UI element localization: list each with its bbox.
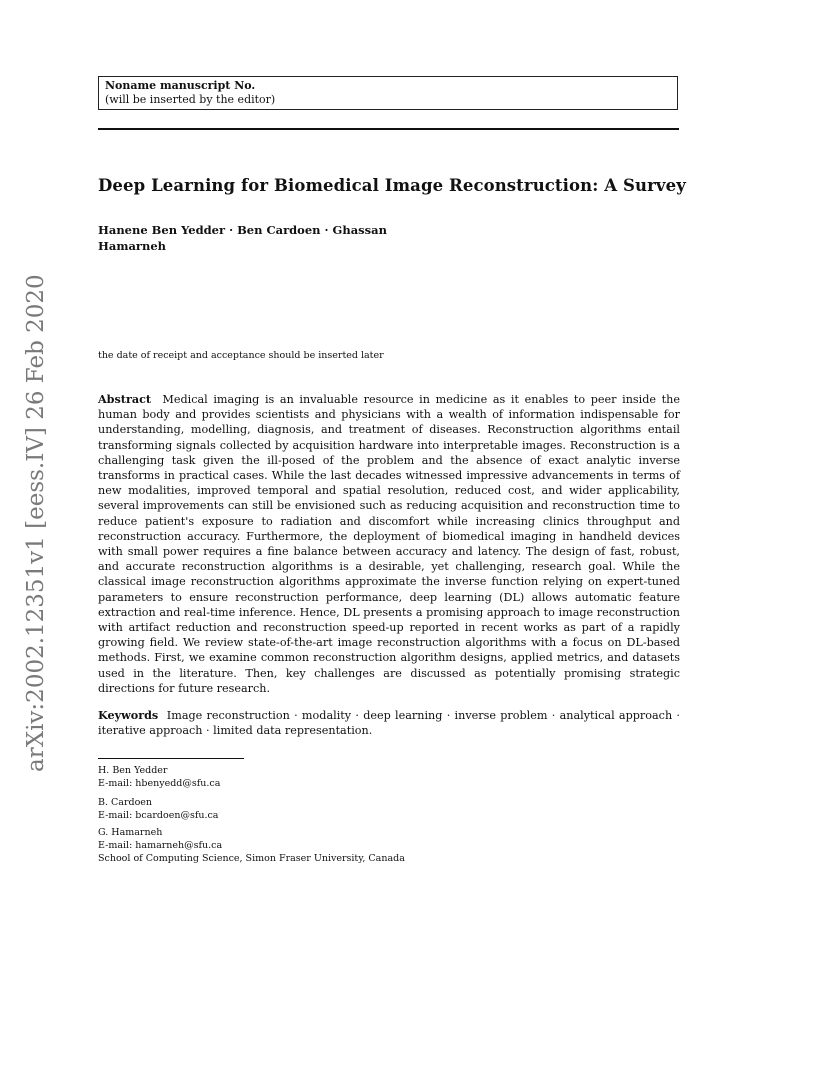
manuscript-number: Noname manuscript No. bbox=[105, 79, 256, 92]
manuscript-header-box bbox=[98, 76, 678, 110]
affiliation-email[interactable]: E-mail: bcardoen@sfu.ca bbox=[98, 810, 219, 821]
affiliation-1 bbox=[98, 764, 220, 790]
abstract-text: Medical imaging is an invaluable resource in medicine as it enables to peer inside the human body and provides scientists and physicians with a wealth of information indispensable for understanding, modelling, diagnosis, and treatment of diseases. Reconstruction algorithms entail transforming signals collected by acquisition hardware into interpretable images. Reconstruction is a challenging task given the ill-posed of the problem and the absence of exact analytic inverse transforms in practical cases. While the last decades witnessed impressive advancements in terms of new modalities, improved temporal and spatial resolution, reduced cost, and wider applicability, several improvements can still be envisioned such as reducing acquisition and reconstruction time to reduce patient's exposure to radiation and discomfort while increasing clinics throughput and reconstruction accuracy. Furthermore, the deployment of biomedical imaging in handheld devices with small power requires a fine balance between accuracy and latency. The design of fast, robust, and accurate reconstruction algorithms is a desirable, yet challenging, research goal. While the classical image reconstruction algorithms approximate the inverse function relying on expert-tuned parameters to ensure reconstruction performance, deep learning (DL) allows automatic feature extraction and real-time inference. Hence, DL presents a promising approach to image reconstruction with artifact reduction and reconstruction speed-up reported in recent works as part of a rapidly growing field. We review state-of-the-art image reconstruction algorithms with a focus on DL-based methods. First, we examine common reconstruction algorithm designs, applied metrics, and datasets used in the literature. Then, key challenges are discussed as potentially promising strategic directions for future research. bbox=[98, 393, 680, 695]
affiliation-3 bbox=[98, 826, 405, 865]
author-line-2: Hamarneh bbox=[98, 239, 167, 253]
abstract-heading: Abstract bbox=[98, 392, 152, 406]
affiliation-2 bbox=[98, 796, 218, 822]
affiliation-name: G. Hamarneh bbox=[98, 827, 163, 838]
author-line-1: Hanene Ben Yedder · Ben Cardoen · Ghassan bbox=[98, 223, 387, 237]
keywords-heading: Keywords bbox=[98, 708, 159, 722]
abstract bbox=[98, 392, 680, 696]
author-list bbox=[98, 222, 438, 254]
affiliation-email[interactable]: E-mail: hamarneh@sfu.ca bbox=[98, 840, 223, 851]
arxiv-identifier[interactable]: arXiv:2002.12351v1 [eess.IV] 26 Feb 2020 bbox=[23, 274, 49, 772]
header-rule bbox=[98, 128, 679, 130]
paper-title: Deep Learning for Biomedical Image Reconstruction: A Survey bbox=[98, 176, 686, 195]
affiliation-name: H. Ben Yedder bbox=[98, 765, 168, 776]
affiliation-institution: School of Computing Science, Simon Fraser University, Canada bbox=[98, 853, 405, 864]
received-note: the date of receipt and acceptance should be inserted later bbox=[98, 350, 384, 361]
keywords bbox=[98, 708, 680, 738]
keywords-text: Image reconstruction · modality · deep learning · inverse problem · analytical approach · iterative approach · limited data representation. bbox=[98, 709, 680, 738]
editor-note: (will be inserted by the editor) bbox=[105, 93, 276, 106]
footnote-rule bbox=[98, 758, 244, 759]
affiliation-name: B. Cardoen bbox=[98, 797, 153, 808]
affiliation-email[interactable]: E-mail: hbenyedd@sfu.ca bbox=[98, 778, 221, 789]
